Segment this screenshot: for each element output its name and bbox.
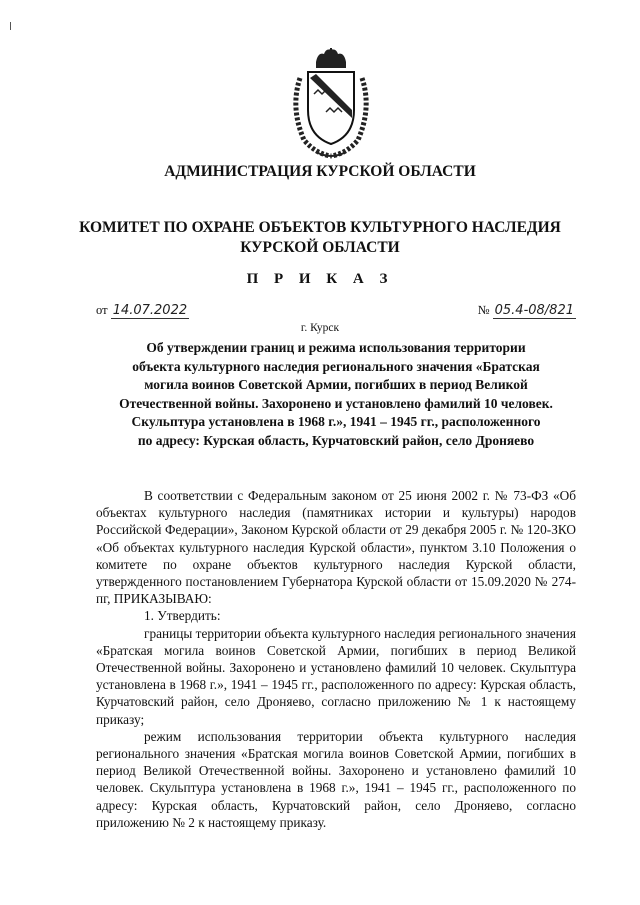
document-type: П Р И К А З xyxy=(246,271,394,287)
number-handwritten: 05.4-08/821 xyxy=(494,303,574,318)
committee-heading xyxy=(0,218,640,258)
order-body xyxy=(96,487,576,831)
title-line: Отечественной войны. Захоронено и установлено фамилий 10 человек. xyxy=(119,395,553,411)
boundaries-paragraph: границы территории объекта культурного наследия регионального значения «Братская могила воинов Советской Армии, погибших в период Великой Отечественной войны. Захоронено и установлено фамилий 10 человек. Скульптура установлена в 1968 г.», 1941 – 1945 гг., расположенного по адресу: Курская область, Курчатовский район, село Дроняево, согласно приложению № 1 к настоящему приказу; xyxy=(96,625,576,727)
title-line: могила воинов Советской Армии, погибших в период Великой xyxy=(144,377,528,393)
administration-heading: АДМИНИСТРАЦИЯ КУРСКОЙ ОБЛАСТИ xyxy=(164,163,476,180)
usage-regime-paragraph: режим использования территории объекта культурного наследия регионального значения «Братская могила воинов Советской Армии, погибших в период Великой Отечественной войны. Захоронено и установлено фамилий 10 человек. Скульптура установлена в 1968 г.», 1941 – 1945 гг., расположенного по адресу: Курская область, Курчатовский район, село Дроняево, согласно приложению № 2 к настоящему приказу. xyxy=(96,728,576,830)
committee-line-1: КОМИТЕТ ПО ОХРАНЕ ОБЪЕКТОВ КУЛЬТУРНОГО НАСЛЕДИЯ xyxy=(79,219,561,236)
date-handwritten: 14.07.2022 xyxy=(112,303,188,318)
number-field xyxy=(478,303,576,318)
coat-of-arms-emblem xyxy=(286,48,376,160)
committee-line-2: КУРСКОЙ ОБЛАСТИ xyxy=(240,239,400,256)
city-label: г. Курск xyxy=(300,322,340,334)
date-prefix: от xyxy=(96,303,108,317)
preamble-paragraph: В соответствии с Федеральным законом от 25 июня 2002 г. № 73-ФЗ «Об объектах культурного наследия (памятниках истории и культуры) народов Российской Федерации», Законом Курской области от 29 декабря 2005 г. № 120-ЗКО «Об объектах культурного наследия Курской области», пунктом 3.10 Положения о комитете по охране объектов культурного наследия Курской области, утвержденного постановлением Губернатора Курской области от 15.09.2020 № 274-пг, ПРИКАЗЫВАЮ: xyxy=(96,488,576,607)
title-line: Скульптура установлена в 1968 г.», 1941 – 1945 гг., расположенного xyxy=(131,414,541,430)
date-field xyxy=(96,303,189,318)
order-title xyxy=(96,339,576,451)
title-line: объекта культурного наследия регионального значения «Братская xyxy=(132,358,540,374)
number-prefix: № xyxy=(477,303,490,317)
approve-item: 1. Утвердить: xyxy=(144,608,221,624)
title-line: по адресу: Курская область, Курчатовский район, село Дроняево xyxy=(137,432,535,448)
scan-mark xyxy=(10,22,11,30)
title-line: Об утверждении границ и режима использования территории xyxy=(146,340,526,355)
